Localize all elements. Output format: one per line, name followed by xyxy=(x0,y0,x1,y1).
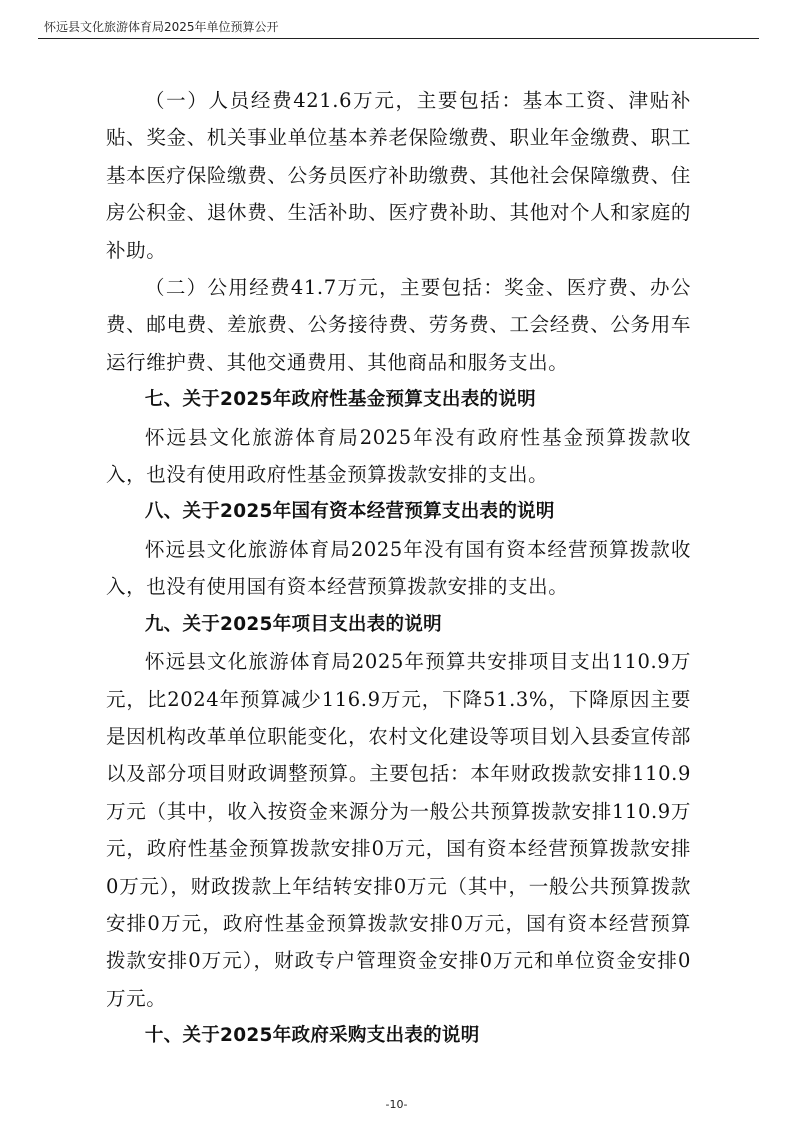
paragraph-government-fund: 怀远县文化旅游体育局2025年没有政府性基金预算拨款收入，也没有使用政府性基金预算拨款安排的支出。 xyxy=(106,425,691,487)
paragraph-state-capital: 怀远县文化旅游体育局2025年没有国有资本经营预算拨款收入，也没有使用国有资本经营预算拨款安排的支出。 xyxy=(106,537,691,599)
section-heading-8: 八、关于2025年国有资本经营预算支出表的说明 xyxy=(144,501,555,523)
paragraph-public-expenses: （二）公用经费41.7万元，主要包括：奖金、医疗费、办公费、邮电费、差旅费、公务接待费、劳务费、工会经费、公务用车运行维护费、其他交通费用、其他商品和服务支出。 xyxy=(106,276,691,374)
section-heading-9: 九、关于2025年项目支出表的说明 xyxy=(144,613,442,635)
header-divider xyxy=(38,38,759,39)
paragraph-personnel-expenses: （一）人员经费421.6万元，主要包括：基本工资、津贴补贴、奖金、机关事业单位基本养老保险缴费、职业年金缴费、职工基本医疗保险缴费、公务员医疗补助缴费、其他社会保障缴费、住房公积金、退休费、生活补助、医疗费补助、其他对个人和家庭的补助。 xyxy=(106,89,691,262)
section-heading-10: 十、关于2025年政府采购支出表的说明 xyxy=(144,1025,480,1047)
section-heading-7: 七、关于2025年政府性基金预算支出表的说明 xyxy=(144,389,536,411)
document-body xyxy=(106,82,691,1055)
page-number: -10- xyxy=(385,1098,408,1111)
running-header-title: 怀远县文化旅游体育局2025年单位预算公开 xyxy=(44,20,279,34)
paragraph-project-expenses: 怀远县文化旅游体育局2025年预算共安排项目支出110.9万元，比2024年预算减少116.9万元，下降51.3%，下降原因主要是因机构改革单位职能变化，农村文化建设等项目划入县委宣传部以及部分项目财政调整预算。主要包括：本年财政拨款安排110.9万元（其中，收入按资金来源分为一般公共预算拨款安排110.9万元，政府性基金预算拨款安排0万元，国有资本经营预算拨款安排0万元），财政拨款上年结转安排0万元（其中，一般公共预算拨款安排0万元，政府性基金预算拨款安排0万元，国有资本经营预算拨款安排0万元），财政专户管理资金安排0万元和单位资金安排0万元。 xyxy=(106,650,691,1010)
